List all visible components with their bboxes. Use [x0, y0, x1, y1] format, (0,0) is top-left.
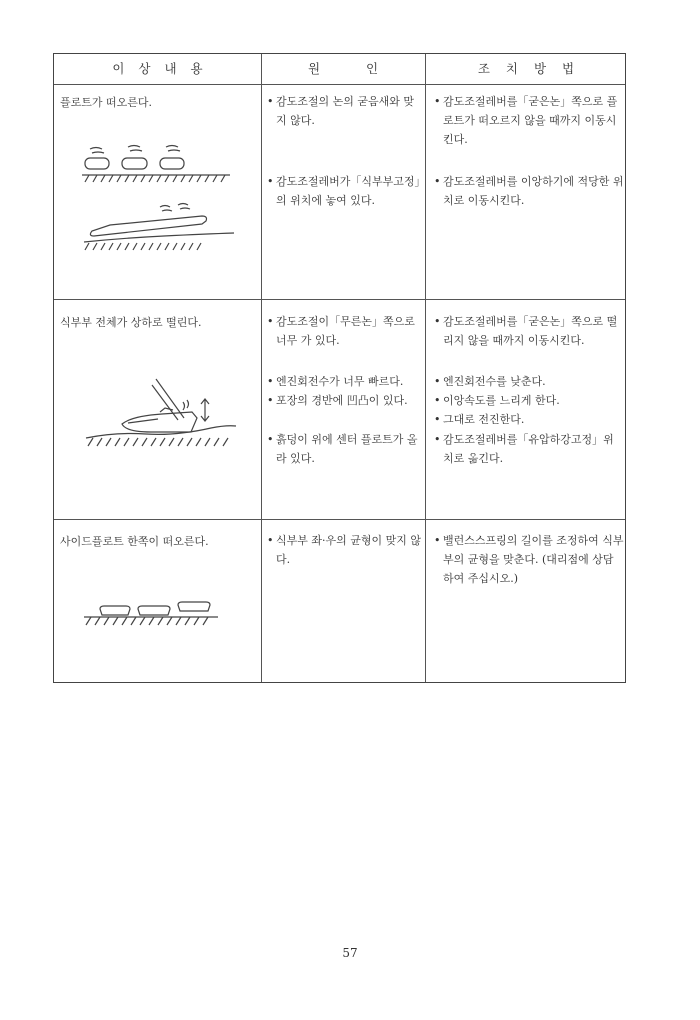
remedy-text: 그대로 전진한다. [443, 413, 525, 426]
header-symptom: 이 상 내 용 [112, 61, 203, 76]
bullet: • [434, 315, 441, 328]
column-divider [425, 54, 426, 682]
cause-text: 흙덩이 위에 센터 플로트가 올라 있다. [276, 433, 418, 465]
row1-remedy-2 [434, 172, 624, 210]
row1-remedy-1 [434, 92, 624, 149]
row2-remedy-4 [434, 410, 624, 429]
bullet: • [267, 433, 274, 446]
cause-text: 감도조절레버가「식부부고정」의 위치에 놓여 있다. [276, 175, 421, 207]
troubleshooting-table [53, 53, 626, 683]
bullet: • [267, 394, 274, 407]
row3-remedy-1 [434, 531, 624, 588]
bullet: • [434, 534, 441, 547]
row-divider [54, 519, 625, 520]
row2-cause-1 [267, 312, 421, 350]
remedy-text: 감도조절레버를「유압하강고정」위치로 옮긴다. [443, 433, 614, 465]
bullet: • [267, 534, 274, 547]
remedy-text: 감도조절레버를 이앙하기에 적당한 위치로 이동시킨다. [443, 175, 624, 207]
floats-rising-figure [82, 134, 242, 264]
bullet: • [434, 175, 441, 188]
remedy-text: 감도조절레버를「굳은논」쪽으로 플로트가 떠오르지 않을 때까지 이동시킨다. [443, 95, 618, 146]
bullet: • [267, 175, 274, 188]
cause-text: 감도조절의 논의 굳음새와 맞지 않다. [276, 95, 415, 127]
bullet: • [434, 394, 441, 407]
column-divider [261, 54, 262, 682]
row3-cause-1 [267, 531, 421, 569]
row2-remedy-5 [434, 430, 624, 468]
bullet: • [434, 413, 441, 426]
planter-vibrating-figure [84, 376, 244, 451]
row1-cause-2 [267, 172, 421, 210]
cause-text: 포장의 경반에 凹凸이 있다. [276, 394, 408, 407]
bullet: • [267, 95, 274, 108]
row2-remedy-2 [434, 372, 624, 391]
row2-cause-4 [267, 430, 421, 468]
remedy-text: 이앙속도를 느리게 한다. [443, 394, 560, 407]
bullet: • [434, 433, 441, 446]
cause-text: 엔진회전수가 너무 빠르다. [276, 375, 404, 388]
side-float-rising-figure [84, 599, 224, 631]
row2-symptom: 식부부 전체가 상하로 떨린다. [60, 316, 202, 329]
row1-cause-1 [267, 92, 421, 130]
remedy-text: 감도조절레버를「굳은논」쪽으로 떨리지 않을 때까지 이동시킨다. [443, 315, 618, 347]
bullet: • [434, 95, 441, 108]
bullet: • [267, 315, 274, 328]
header-cause: 원 인 [307, 61, 379, 76]
row2-remedy-3 [434, 391, 624, 410]
cause-text: 감도조절이「무른논」쪽으로 너무 가 있다. [276, 315, 415, 347]
row-divider [54, 299, 625, 300]
bullet: • [434, 375, 441, 388]
row2-cause-3 [267, 391, 421, 410]
row3-symptom: 사이드플로트 한쪽이 떠오른다. [60, 535, 209, 548]
bullet: • [267, 375, 274, 388]
row1-symptom: 플로트가 떠오른다. [60, 96, 153, 109]
header-remedy: 조 치 방 법 [477, 61, 575, 76]
header-divider [54, 84, 625, 85]
row2-cause-2 [267, 372, 421, 391]
remedy-text: 엔진회전수를 낮춘다. [443, 375, 546, 388]
remedy-text: 밸런스스프링의 길이를 조정하여 식부부의 균형을 맞춘다. (대리점에 상담하여 주십시오.) [443, 534, 624, 585]
cause-text: 식부부 좌·우의 균형이 맞지 않다. [276, 534, 421, 566]
page-number: 57 [342, 946, 358, 960]
row2-remedy-1 [434, 312, 624, 350]
